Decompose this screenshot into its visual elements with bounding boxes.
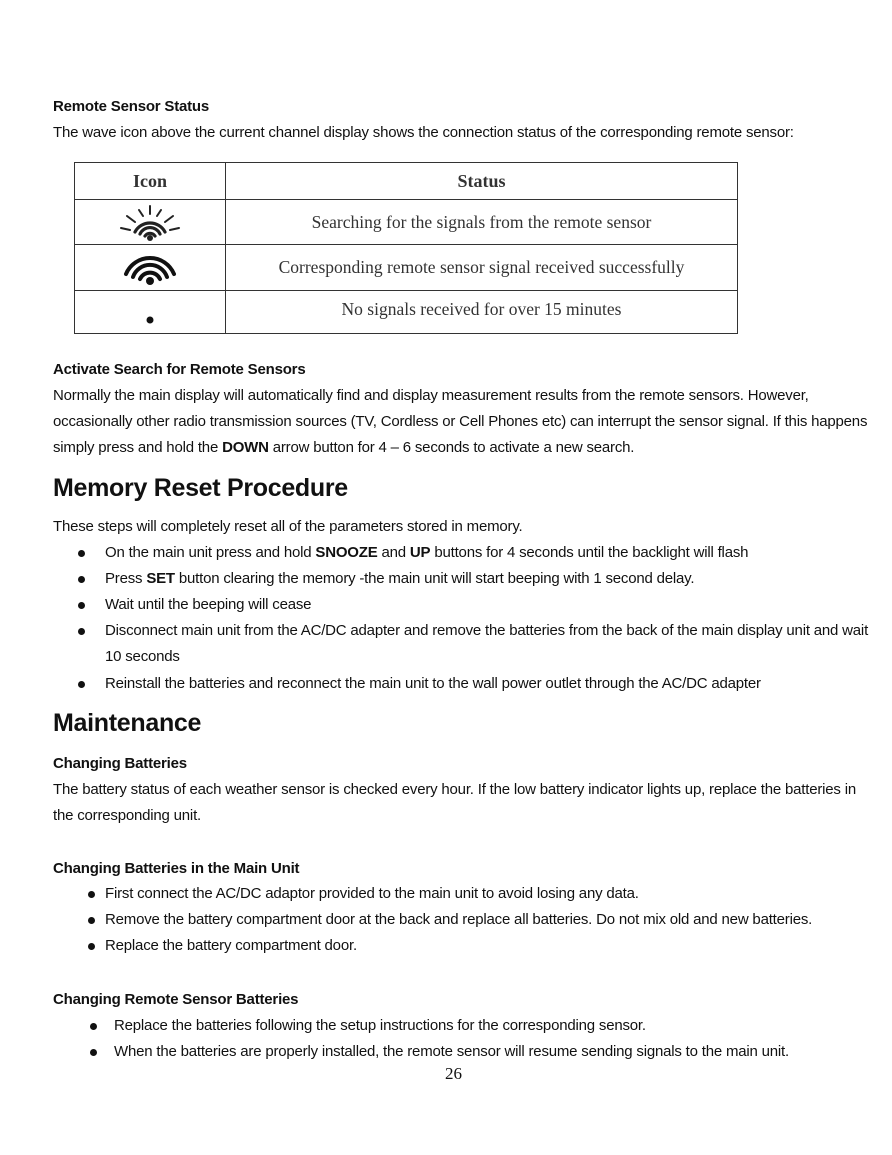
changing-batteries-line-2: the corresponding unit. xyxy=(53,807,202,824)
table-row xyxy=(75,291,225,333)
bullet-dot xyxy=(78,602,85,609)
bullet-dot xyxy=(88,943,95,950)
activate-search-line-3: simply press and hold the DOWN arrow button for 4 – 6 seconds to activate a new search. xyxy=(53,439,635,456)
table-row xyxy=(75,200,225,244)
maintenance-heading: Maintenance xyxy=(53,709,202,737)
remote-sensor-status-intro: The wave icon above the current channel display shows the connection status of the corresponding remote sensor: xyxy=(53,124,794,141)
activate-search-line-1: Normally the main display will automatically find and display measurement results from the remote sensors. However, xyxy=(53,387,809,404)
list-item: First connect the AC/DC adaptor provided to the main unit to avoid losing any data. xyxy=(105,885,639,902)
list-item: On the main unit press and hold SNOOZE and UP buttons for 4 seconds until the backlight will flash xyxy=(105,544,749,561)
table-header-icon: Icon xyxy=(132,170,167,191)
table-header-status: Status xyxy=(457,170,506,191)
no-signal-dot-icon xyxy=(140,297,160,327)
list-item: Replace the battery compartment door. xyxy=(105,937,357,954)
bullet-dot xyxy=(88,891,95,898)
list-item: When the batteries are properly installed, the remote sensor will resume sending signals to the main unit. xyxy=(114,1043,789,1060)
memory-reset-heading: Memory Reset Procedure xyxy=(53,474,348,502)
activate-search-line-2: occasionally other radio transmission sources (TV, Cordless or Cell Phones etc) can interrupt the sensor signal. If this happens xyxy=(53,413,868,430)
status-searching: Searching for the signals from the remote sensor xyxy=(311,211,652,232)
sensor-status-table xyxy=(74,162,738,334)
searching-signal-icon xyxy=(115,202,185,242)
remote-sensor-status-heading: Remote Sensor Status xyxy=(53,98,210,115)
bullet-dot xyxy=(78,576,85,583)
list-item: Replace the batteries following the setup instructions for the corresponding sensor. xyxy=(114,1017,646,1034)
memory-reset-intro: These steps will completely reset all of the parameters stored in memory. xyxy=(53,518,523,535)
list-item: Wait until the beeping will cease xyxy=(105,596,312,613)
bullet-dot xyxy=(78,628,85,635)
bullet-dot xyxy=(90,1049,97,1056)
list-item: Press SET button clearing the memory -the main unit will start beeping with 1 second delay. xyxy=(105,570,695,587)
main-unit-batteries-heading: Changing Batteries in the Main Unit xyxy=(53,860,300,877)
changing-batteries-heading: Changing Batteries xyxy=(53,755,187,772)
status-no-signal: No signals received for over 15 minutes xyxy=(341,298,622,319)
table-row xyxy=(75,245,225,290)
bullet-dot xyxy=(78,550,85,557)
bullet-dot xyxy=(88,917,95,924)
bullet-dot xyxy=(90,1023,97,1030)
bullet-dot xyxy=(78,681,85,688)
changing-batteries-line-1: The battery status of each weather sensor is checked every hour. If the low battery indicator lights up, replace the batteries in xyxy=(53,781,856,798)
list-item: Disconnect main unit from the AC/DC adapter and remove the batteries from the back of the main display unit and wait xyxy=(105,622,869,639)
list-item: Reinstall the batteries and reconnect the main unit to the wall power outlet through the AC/DC adapter xyxy=(105,675,761,692)
list-item-continuation: 10 seconds xyxy=(105,648,180,665)
status-received: Corresponding remote sensor signal received successfully xyxy=(278,257,685,277)
list-item: Remove the battery compartment door at the back and replace all batteries. Do not mix old and new batteries. xyxy=(105,911,813,928)
page-number: 26 xyxy=(445,1064,462,1083)
remote-sensor-batteries-heading: Changing Remote Sensor Batteries xyxy=(53,991,299,1008)
activate-search-heading: Activate Search for Remote Sensors xyxy=(53,361,306,378)
signal-received-icon xyxy=(120,250,180,286)
